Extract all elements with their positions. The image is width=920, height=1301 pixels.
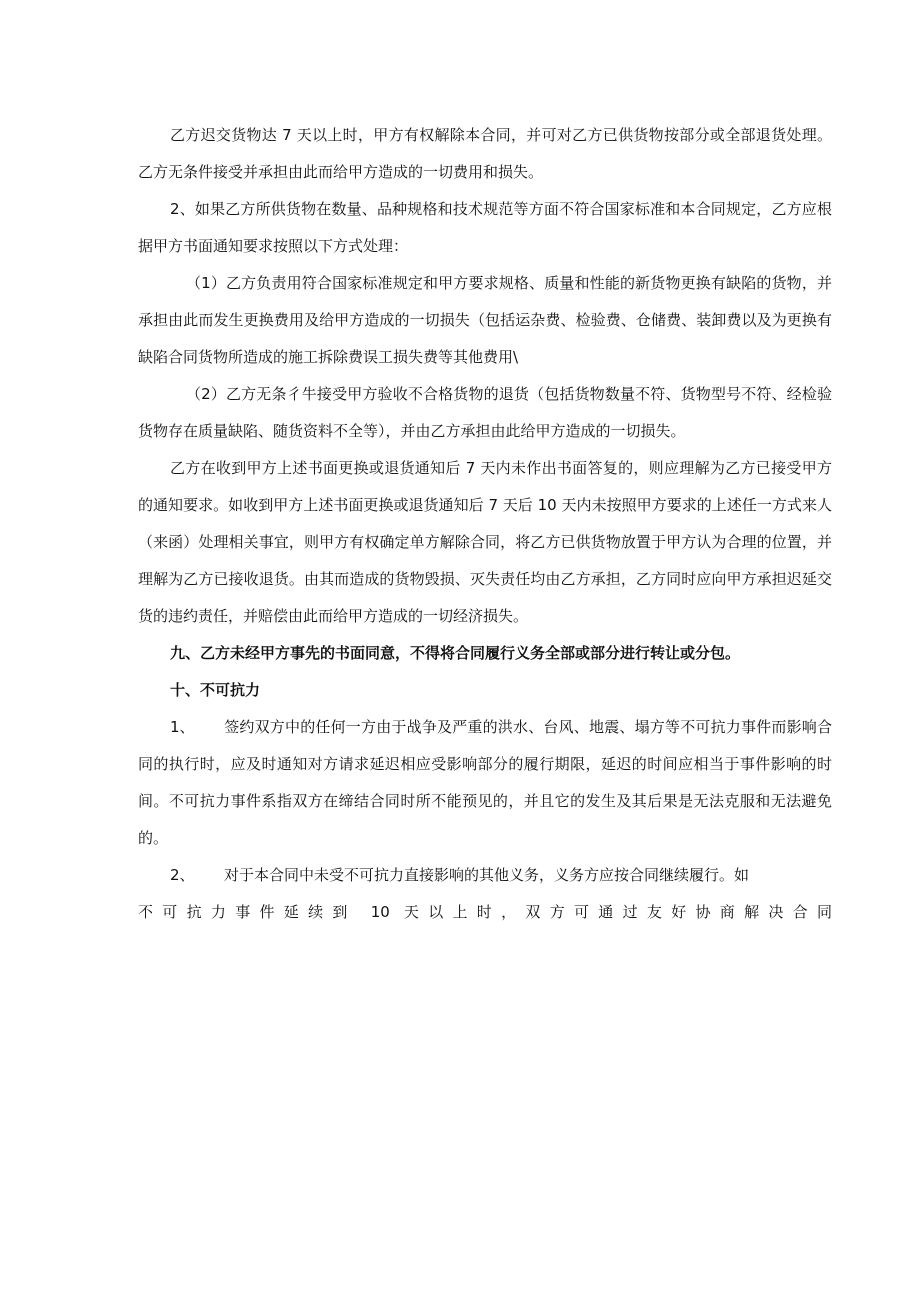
document-body	[138, 117, 832, 931]
item-number: 2、	[170, 866, 195, 884]
force-majeure-item-2-continued: 不可抗力事件延续到 10 天以上时，双方可通过友好协商解决合同	[138, 903, 832, 921]
force-majeure-item-1	[138, 709, 832, 857]
item-text: 签约双方中的任何一方由于战争及严重的洪水、台风、地震、塌方等不可抗力事件而影响合同的执行时，应及时通知对方请求延迟相应受影响部分的履行期限，延迟的时间应相当于事件影响的时间。不可抗力事件系指双方在缔结合同时所不能预见的，并且它的发生及其后果是无法克服和无法避免的。	[138, 718, 832, 847]
paragraph-notice-response: 乙方在收到甲方上述书面更换或退货通知后 7 天内未作出书面答复的，则应理解为乙方已接受甲方的通知要求。如收到甲方上述书面更换或退货通知后 7 天后 10 天内未按照甲方要求的上述任一方式来人（来函）处理相关事宜，则甲方有权确定单方解除合同，将乙方已供货物放置于甲方认为合理的位置，并理解为乙方已接收退货。由其而造成的货物毁损、灭失责任均由乙方承担，乙方同时应向甲方承担迟延交货的违约责任，并赔偿由此而给甲方造成的一切经济损失。	[138, 459, 832, 625]
item-number: 1、	[170, 718, 195, 736]
section-heading-10: 十、不可抗力	[170, 681, 261, 699]
paragraph-late-delivery: 乙方迟交货物达 7 天以上时，甲方有权解除本合同，并可对乙方已供货物按部分或全部退货处理。乙方无条件接受并承担由此而给甲方造成的一切费用和损失。	[138, 126, 832, 181]
paragraph-option-2: （2）乙方无条彳牛接受甲方验收不合格货物的退货（包括货物数量不符、货物型号不符、经检验货物存在质量缺陷、随货资料不全等），并由乙方承担由此给甲方造成的一切损失。	[138, 385, 832, 440]
paragraph-option-1: （1）乙方负责用符合国家标准规定和甲方要求规格、质量和性能的新货物更换有缺陷的货物，并承担由此而发生更换费用及给甲方造成的一切损失（包括运杂费、检验费、仓储费、装卸费以及为更换有缺陷合同货物所造成的施工拆除费误工损失费等其他费用\	[138, 274, 832, 366]
item-text: 对于本合同中未受不可抗力直接影响的其他义务，义务方应按合同继续履行。如	[224, 866, 750, 884]
force-majeure-item-2	[138, 857, 832, 894]
paragraph-clause-2: 2、如果乙方所供货物在数量、品种规格和技术规范等方面不符合国家标准和本合同规定，乙方应根据甲方书面通知要求按照以下方式处理：	[138, 200, 832, 255]
section-heading-9: 九、乙方未经甲方事先的书面同意，不得将合同履行义务全部或部分进行转让或分包。	[170, 644, 741, 662]
